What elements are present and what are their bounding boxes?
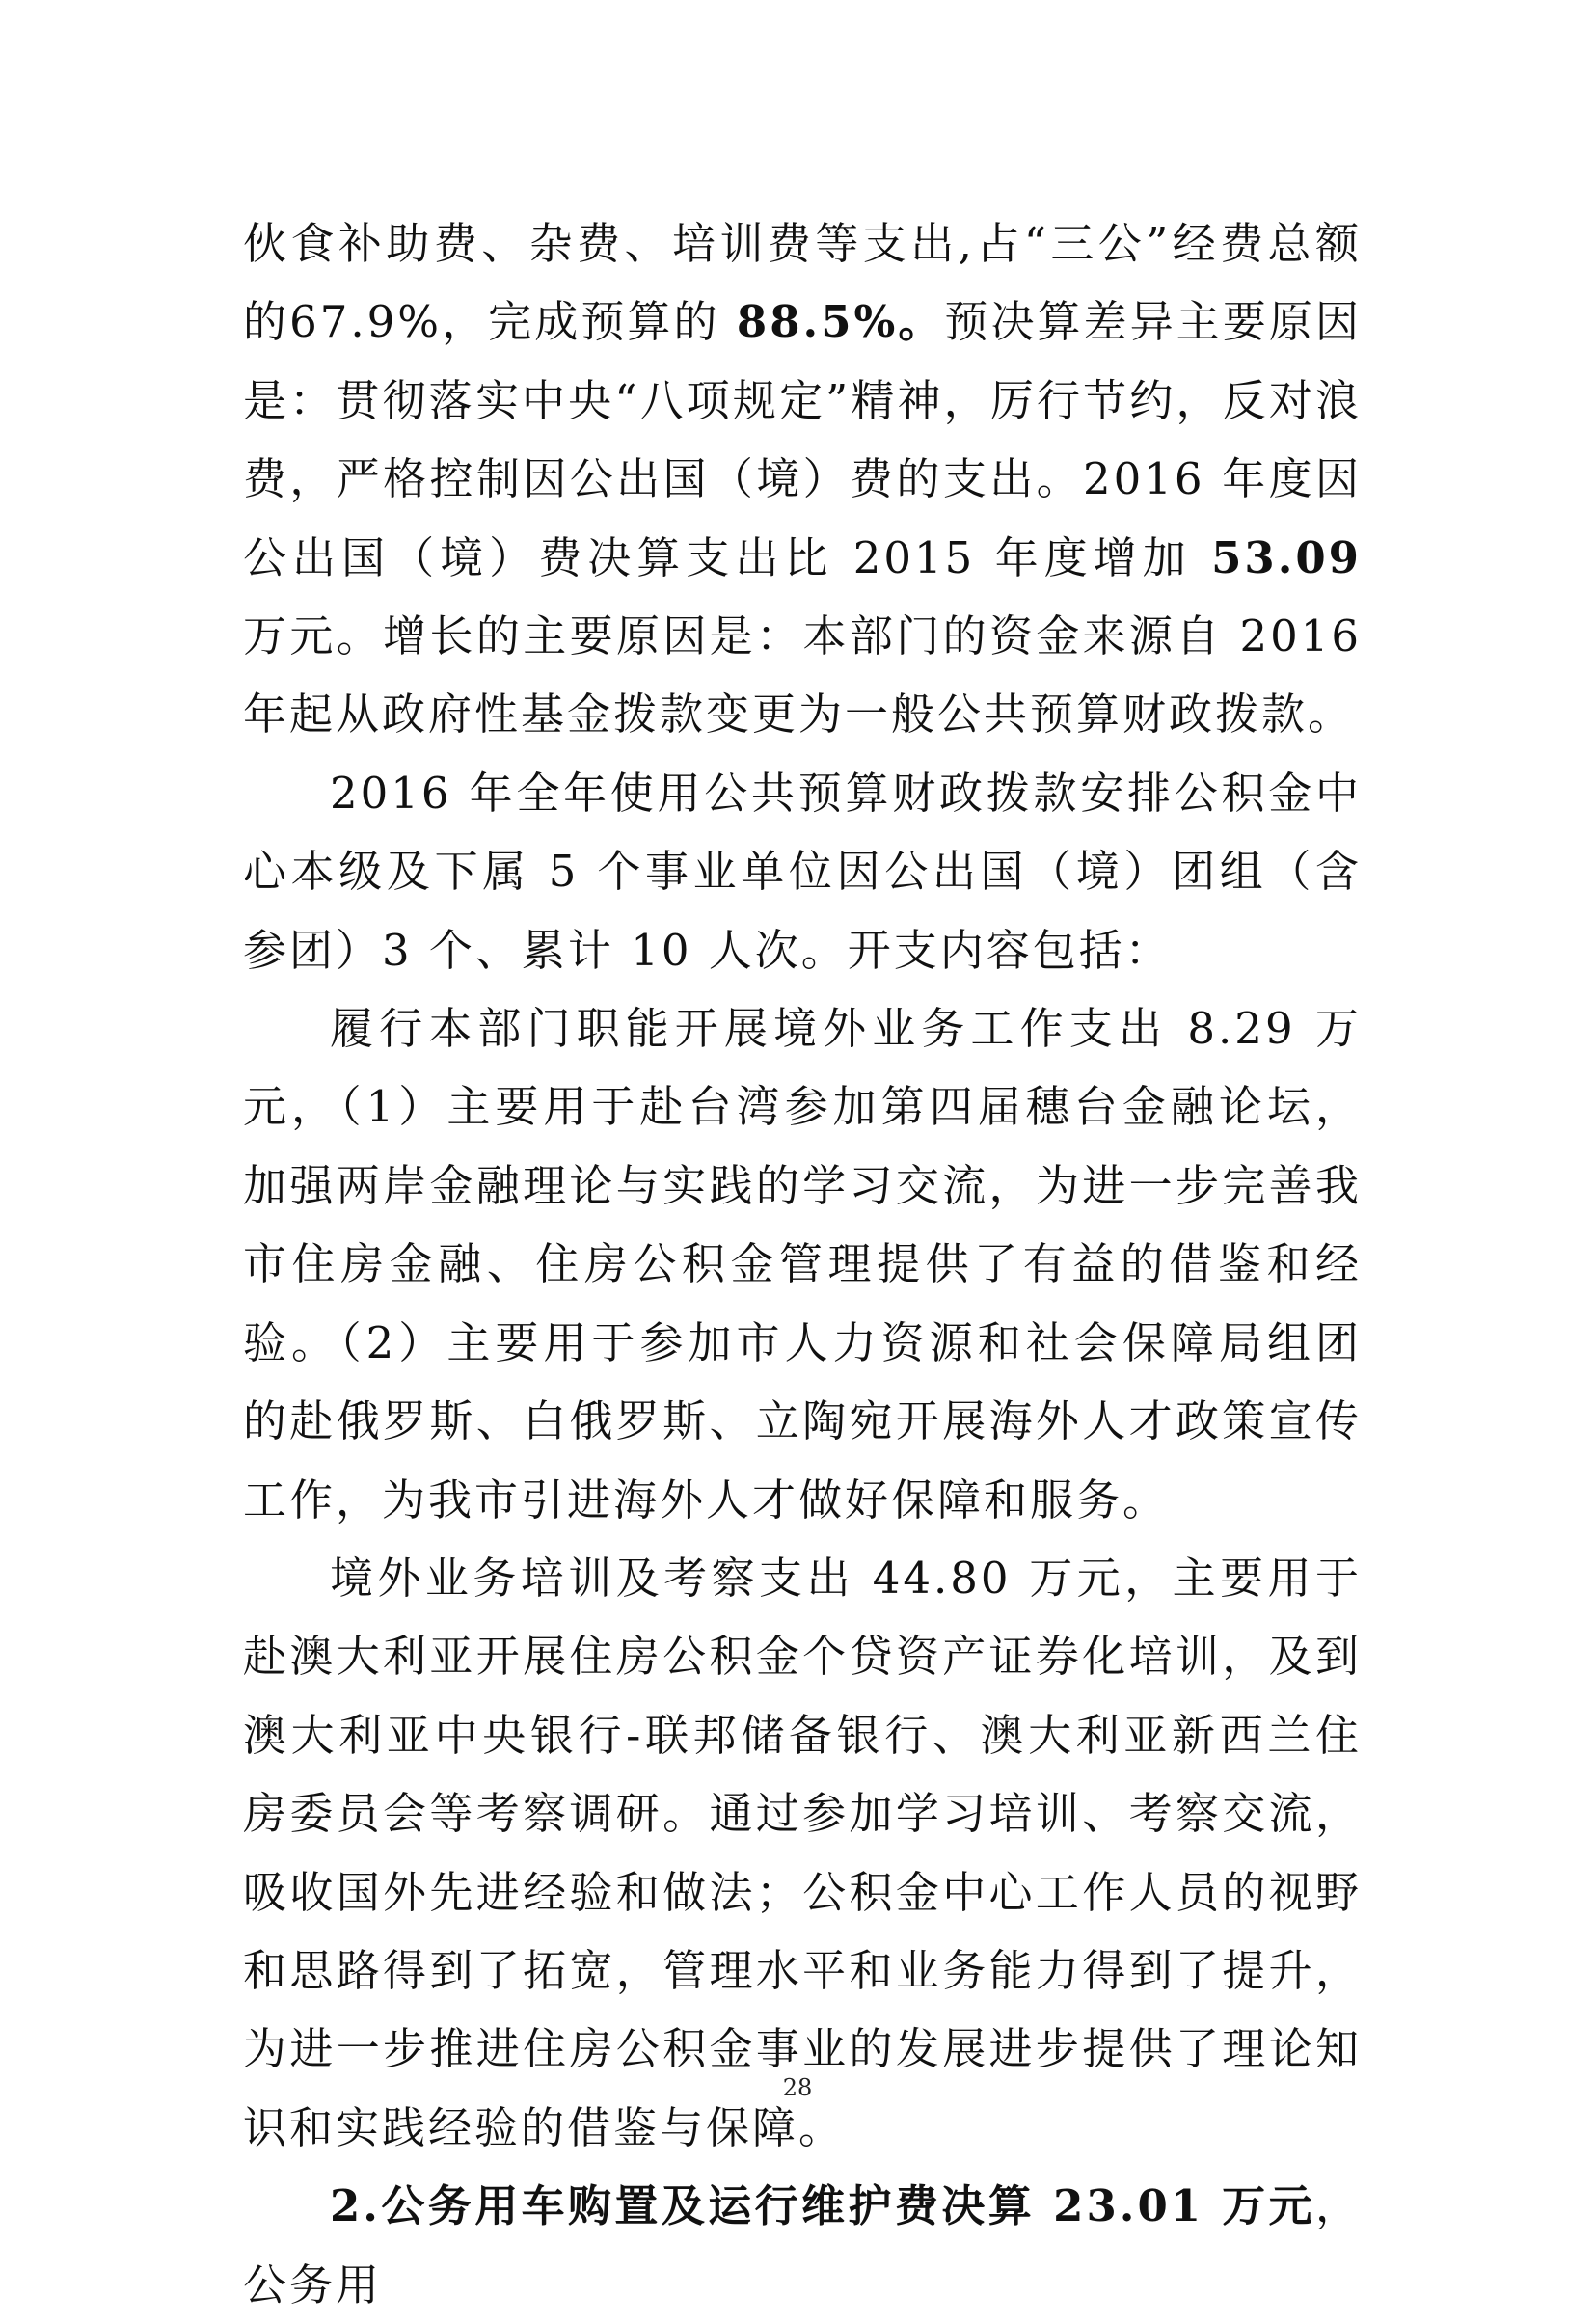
paragraph-1-segment-5: 53.09 <box>1211 531 1362 583</box>
paragraph-2-segment-1: 2016 年全年使用公共预算财政拨款安排公积金中心本级及下属 5 个事业单位因公出国（境）团组（含参团）3 个、累计 10 人次。开支内容包括： <box>243 767 1362 976</box>
paragraph-5-segment-2: ，公务用 <box>243 2180 1362 2310</box>
paragraph-1-segment-4: 预决算差异主要原因是：贯彻落实中央“八项规定”精神，厉行节约，反对浪费，严格控制因公出国（境）费的支出。2016 年度因公出国（境）费决算支出比 2015 年度增加 <box>243 296 1362 583</box>
paragraph-3-segment-1: 履行本部门职能开展境外业务工作支出 8.29 万元，（1）主要用于赴台湾参加第四届穗台金融论坛，加强两岸金融理论与实践的学习交流，为进一步完善我市住房金融、住房公积金管理提供了有益的借鉴和经验。（2）主要用于参加市人力资源和社会保障局组团的赴俄罗斯、白俄罗斯、立陶宛开展海外人才政策宣传工作，为我市引进海外人才做好保障和服务。 <box>243 1003 1362 1526</box>
paragraph-1 <box>243 204 1362 754</box>
paragraph-1-segment-1: 伙食补助费、杂费、培训费等支出,占“三公”经费总额的 <box>243 218 1362 348</box>
paragraph-1-segment-2: 67.9%，完成预算的 <box>289 296 737 348</box>
paragraph-5 <box>243 2167 1362 2324</box>
paragraph-3 <box>243 989 1362 1539</box>
paragraph-2 <box>243 754 1362 989</box>
body-text <box>243 204 1362 2324</box>
paragraph-1-segment-3: 88.5%。 <box>736 296 945 348</box>
paragraph-4-segment-1: 境外业务培训及考察支出 44.80 万元，主要用于赴澳大利亚开展住房公积金个贷资产证券化培训，及到澳大利亚中央银行-联邦储备银行、澳大利亚新西兰住房委员会等考察调研。通过参加学习培训、考察交流，吸收国外先进经验和做法；公积金中心工作人员的视野和思路得到了拓宽，管理水平和业务能力得到了提升，为进一步推进住房公积金事业的发展进步提供了理论知识和实践经验的借鉴与保障。 <box>243 1552 1362 2153</box>
paragraph-1-segment-6: 万元。增长的主要原因是：本部门的资金来源自 2016 年起从政府性基金拨款变更为一般公共预算财政拨款。 <box>243 610 1362 741</box>
page-number: 28 <box>782 2074 813 2101</box>
paragraph-5-segment-1: 2.公务用车购置及运行维护费决算 23.01 万元 <box>330 2180 1315 2232</box>
